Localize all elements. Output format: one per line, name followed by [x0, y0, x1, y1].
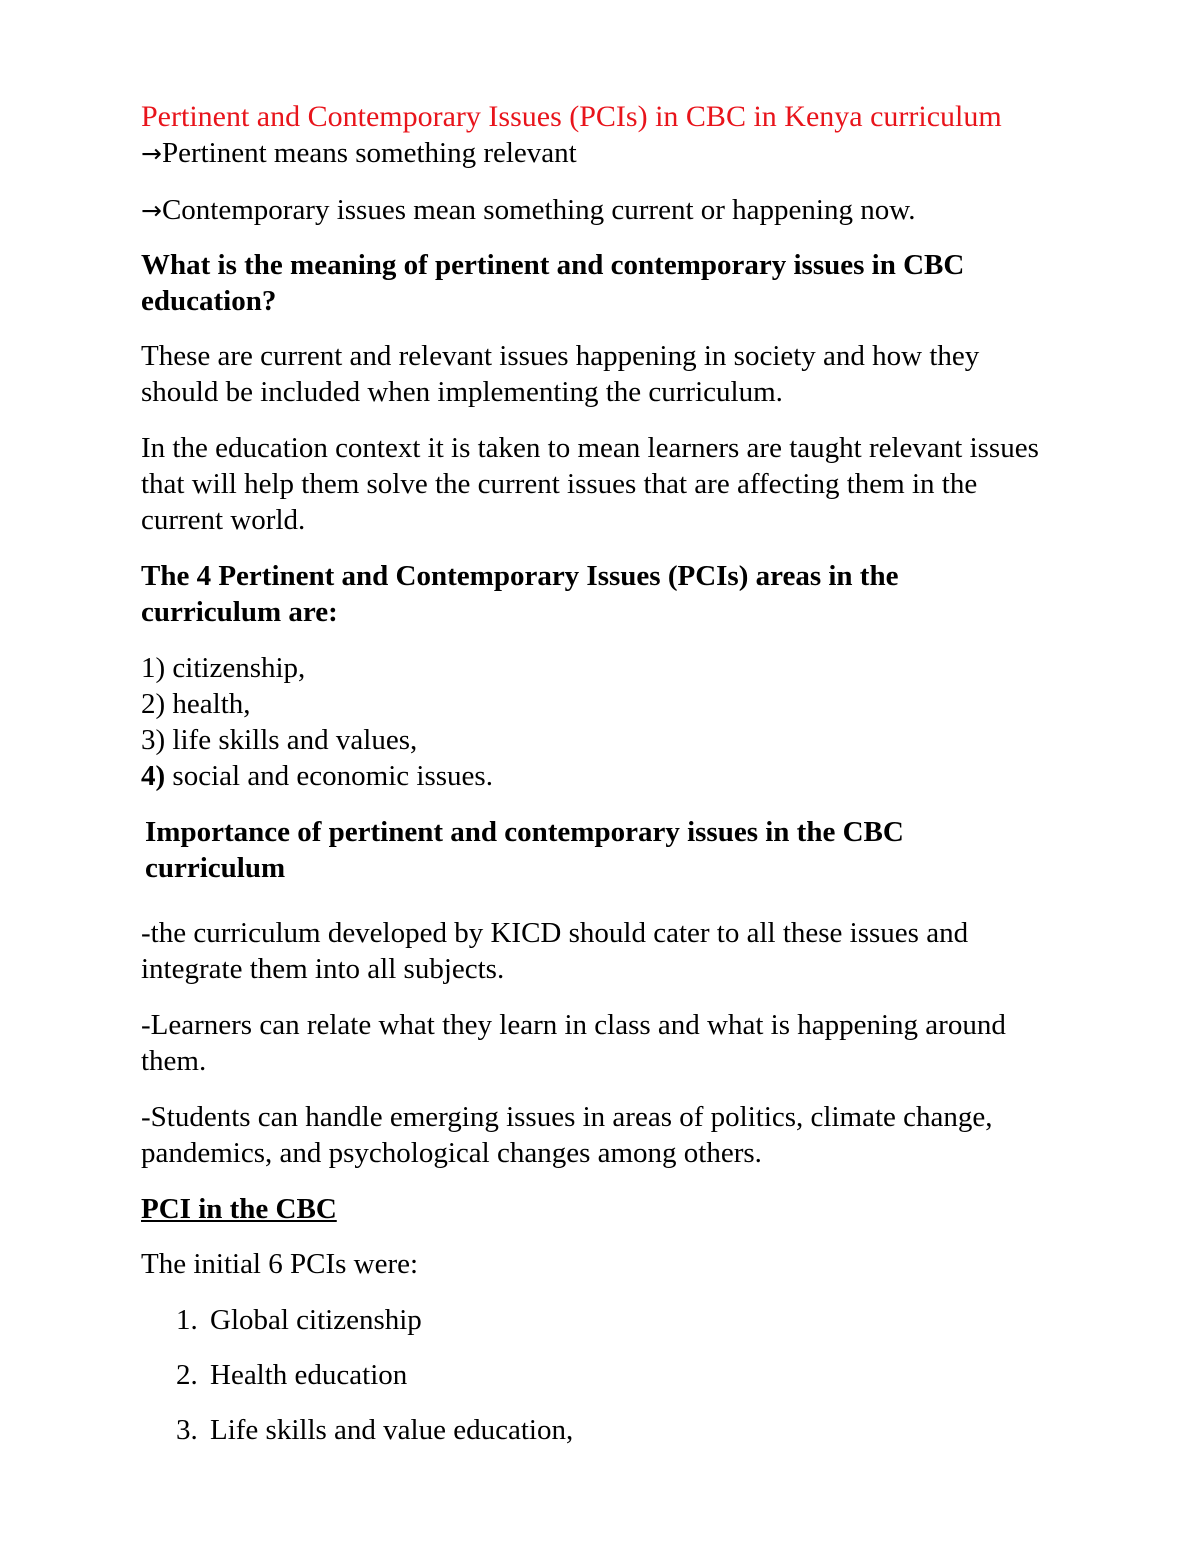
pci-section-heading: PCI in the CBC: [141, 1193, 337, 1225]
importance-point-1: -the curriculum developed by KICD should cater to all these issues and integrate them into all subjects.: [141, 917, 969, 985]
areas-heading: The 4 Pertinent and Contemporary Issues (PCIs) areas in the curriculum are:: [141, 560, 899, 628]
document-title: Pertinent and Contemporary Issues (PCIs) in CBC in Kenya curriculum: [141, 100, 1002, 133]
list-item: 3) life skills and values,: [141, 724, 418, 756]
list-item: 2) health,: [141, 688, 251, 720]
importance-heading: Importance of pertinent and contemporary issues in the CBC curriculum: [145, 816, 904, 884]
meaning-paragraph-2: In the education context it is taken to mean learners are taught relevant issues that will help them solve the current issues that are affecting them in the current world.: [141, 432, 1039, 536]
importance-point-3: -Students can handle emerging issues in areas of politics, climate change, pandemics, and psychological changes among others.: [141, 1101, 993, 1169]
list-item: 1. Global citizenship: [176, 1304, 422, 1336]
arrow-right-icon: →: [141, 139, 162, 168]
meaning-paragraph-1: These are current and relevant issues happening in society and how they should be included when implementing the curriculum.: [141, 340, 980, 408]
definition-pertinent: [141, 135, 1061, 172]
definition-text: Contemporary issues mean something current or happening now.: [161, 194, 916, 226]
definition-text: Pertinent means something relevant: [161, 137, 577, 169]
importance-point-2: -Learners can relate what they learn in class and what is happening around them.: [141, 1009, 1006, 1077]
arrow-right-icon: →: [141, 196, 162, 225]
list-item: 2. Health education: [176, 1359, 408, 1391]
list-item: 4) social and economic issues.: [141, 760, 493, 792]
list-item: 3. Life skills and value education,: [176, 1414, 574, 1446]
areas-list: [141, 650, 1061, 794]
meaning-heading: What is the meaning of pertinent and contemporary issues in CBC education?: [141, 249, 965, 317]
pci-intro: The initial 6 PCIs were:: [141, 1248, 419, 1280]
definition-contemporary: [141, 192, 1061, 229]
list-item: 1) citizenship,: [141, 652, 306, 684]
